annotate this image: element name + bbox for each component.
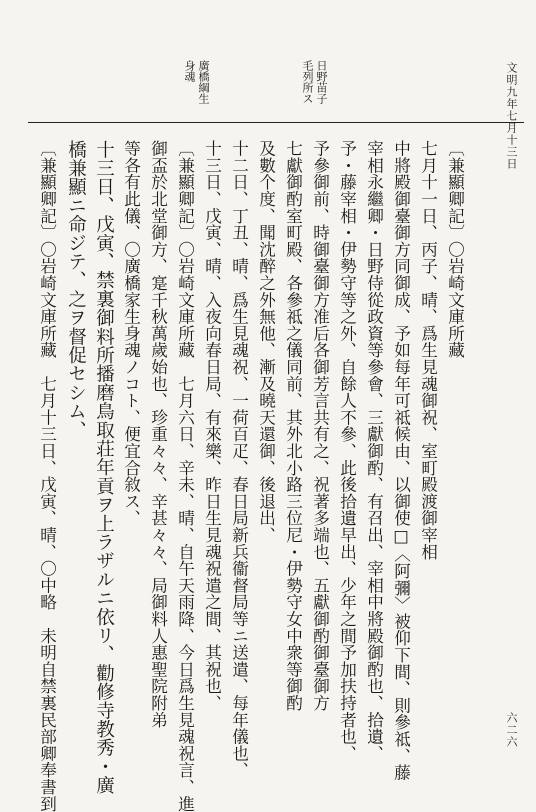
- text-column: 等各有此儀、〇廣橋家生身魂ノコト、便宜合敘ス、: [121, 140, 141, 527]
- margin-note: 身魂: [183, 60, 196, 82]
- header-rule: [28, 122, 524, 123]
- text-column: 十三日、戊寅、禁裏御料所播磨鳥取荘年貢ヲ上ラザルニ依リ、勸修寺教秀・廣: [93, 140, 115, 795]
- page-number: 六二六: [505, 712, 518, 748]
- text-column: 七月十一日、丙子、晴、爲生見魂御祝、室町殿渡御宰相: [418, 140, 438, 560]
- text-column: 予參御前、時御臺御方准后各御芳言共有之、祝著多端也、五獻御酌御臺御方: [310, 140, 330, 712]
- text-column: 十二日、丁丑、晴、爲生見魂祝、一荷百疋、春日局新兵衞督局等ニ送遣、每年儀也、: [229, 140, 249, 779]
- running-title: 文明九年七月十三日: [505, 62, 518, 170]
- text-column: 十三日、戊寅、晴、入夜向春日局、有來樂、昨日生見魂祝遣之間、其祝也、: [202, 140, 222, 712]
- text-column: 予・藤宰相・伊勢守等之外、自餘人不參、此後拾遺早出、少年之間予加扶持者也、: [337, 140, 357, 762]
- margin-note: 毛列所ス: [301, 60, 314, 104]
- text-column: 〔兼顯卿記〕〇岩崎文庫所藏 七月十三日、戊寅、晴、〇中略 未明自禁裏民部卿奉書到: [37, 140, 57, 812]
- text-column: 橋兼顯ニ命ジテ、之ヲ督促セシム、: [65, 140, 87, 440]
- text-column: 〔兼顯卿記〕〇岩崎文庫所藏: [445, 140, 465, 359]
- text-column: 七獻御酌室町殿、各參祗之儀同前、其外北小路三位尼・伊勢守女中衆等御酌: [283, 140, 303, 712]
- text-column: 宰相永繼卿・日野侍從政資等參會、三獻御酌、有召出、宰相中將殿御酌也、拾遺、: [364, 140, 384, 762]
- text-column: 中將殿御臺御方同御成、予如每年可祗候由、以御使□〈阿彌〉被仰下間、則參祗、藤: [391, 140, 411, 781]
- margin-note: 廣橋綱生: [197, 60, 210, 104]
- text-column: 及數个度、聞沈醉之外無他、漸及曉天還御、後退出、: [256, 140, 276, 544]
- text-column: 〔兼顯卿記〕〇岩崎文庫所藏 七月六日、辛未、晴、自午天雨降、今日爲生見魂祝言、進: [175, 140, 195, 812]
- text-column: 御盃於北堂御方、寔千秋萬歲始也、珍重々々、辛甚々々、局御料人惠聖院附弟: [148, 140, 168, 728]
- margin-note: 日野苗子: [315, 60, 328, 104]
